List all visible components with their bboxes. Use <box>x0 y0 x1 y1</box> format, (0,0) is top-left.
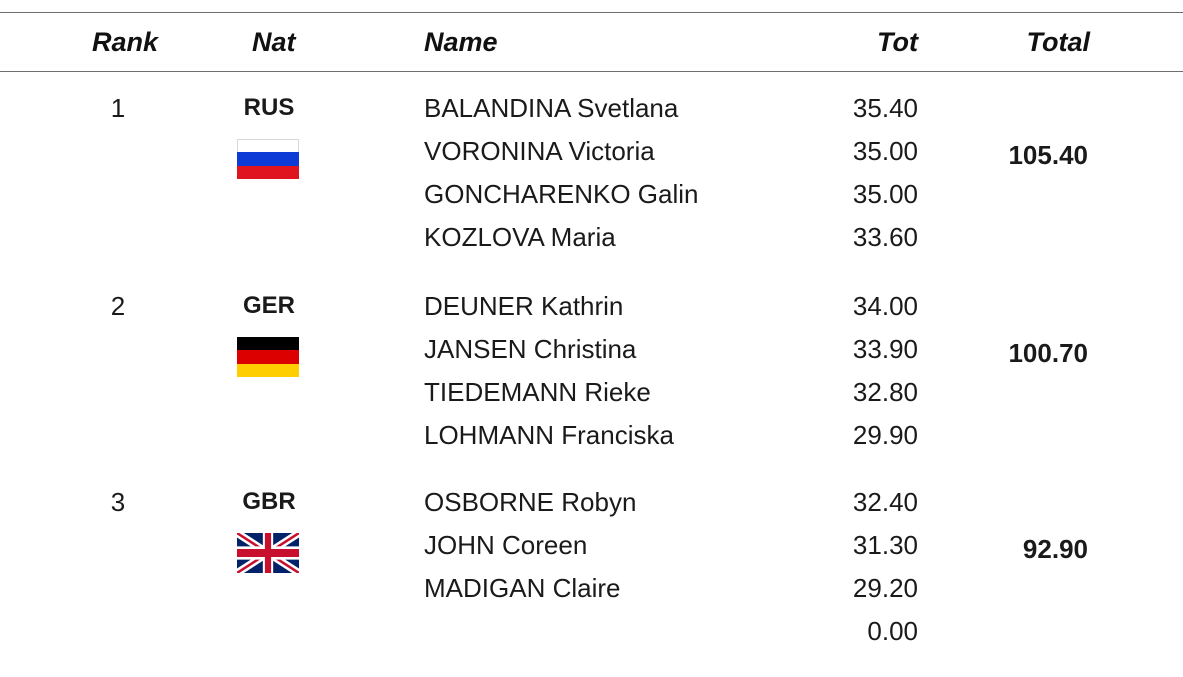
athlete-score: 33.90 <box>852 334 918 364</box>
athlete-row <box>424 530 944 573</box>
athlete-score: 33.60 <box>852 222 918 252</box>
athlete-row <box>424 136 944 179</box>
athlete-name: MADIGAN Claire <box>424 573 621 603</box>
header-bottom-divider <box>0 71 1183 72</box>
athlete-list <box>424 291 944 463</box>
team-row <box>0 487 1183 677</box>
header-top-divider <box>0 12 1183 13</box>
athlete-name: LOHMANN Franciska <box>424 420 674 450</box>
team-rank: 3 <box>110 487 126 517</box>
germany-flag-icon <box>237 337 299 377</box>
header-nat: Nat <box>252 27 296 57</box>
team-nat: GER <box>242 292 295 319</box>
athlete-name: VORONINA Victoria <box>424 136 655 166</box>
athlete-score: 31.30 <box>852 530 918 560</box>
header-total: Total <box>1026 27 1090 57</box>
russia-flag-icon <box>237 139 299 179</box>
athlete-row <box>424 291 944 334</box>
athlete-name: OSBORNE Robyn <box>424 487 637 517</box>
athlete-row <box>424 179 944 222</box>
team-total: 105.40 <box>1008 140 1088 170</box>
header-tot: Tot <box>877 27 918 57</box>
athlete-score: 35.40 <box>852 93 918 123</box>
header-name: Name <box>424 27 498 57</box>
athlete-score: 34.00 <box>852 291 918 321</box>
athlete-row <box>424 93 944 136</box>
athlete-list <box>424 487 944 659</box>
athlete-row <box>424 222 944 265</box>
athlete-score: 29.90 <box>852 420 918 450</box>
header-rank: Rank <box>92 27 159 57</box>
united-kingdom-flag-icon <box>237 533 299 573</box>
team-rank: 2 <box>110 291 126 321</box>
team-total: 100.70 <box>1008 338 1088 368</box>
team-total: 92.90 <box>1022 534 1088 564</box>
athlete-row <box>424 487 944 530</box>
team-nat: RUS <box>243 94 295 121</box>
team-row <box>0 93 1183 283</box>
athlete-list <box>424 93 944 265</box>
team-nat: GBR <box>242 488 296 515</box>
athlete-row <box>424 573 944 616</box>
athlete-row <box>424 616 944 659</box>
athlete-row <box>424 377 944 420</box>
athlete-score: 35.00 <box>852 136 918 166</box>
athlete-score: 35.00 <box>852 179 918 209</box>
athlete-name: TIEDEMANN Rieke <box>424 377 651 407</box>
athlete-name: KOZLOVA Maria <box>424 222 616 252</box>
team-rank: 1 <box>110 93 126 123</box>
athlete-name: JANSEN Christina <box>424 334 637 364</box>
athlete-row <box>424 334 944 377</box>
athlete-score: 32.40 <box>852 487 918 517</box>
team-row <box>0 291 1183 481</box>
athlete-score: 0.00 <box>867 616 918 646</box>
athlete-row <box>424 420 944 463</box>
athlete-score: 29.20 <box>852 573 918 603</box>
athlete-score: 32.80 <box>852 377 918 407</box>
athlete-name: BALANDINA Svetlana <box>424 93 679 123</box>
athlete-name: JOHN Coreen <box>424 530 588 560</box>
athlete-name: DEUNER Kathrin <box>424 291 624 321</box>
athlete-name: GONCHARENKO Galin <box>424 179 699 209</box>
